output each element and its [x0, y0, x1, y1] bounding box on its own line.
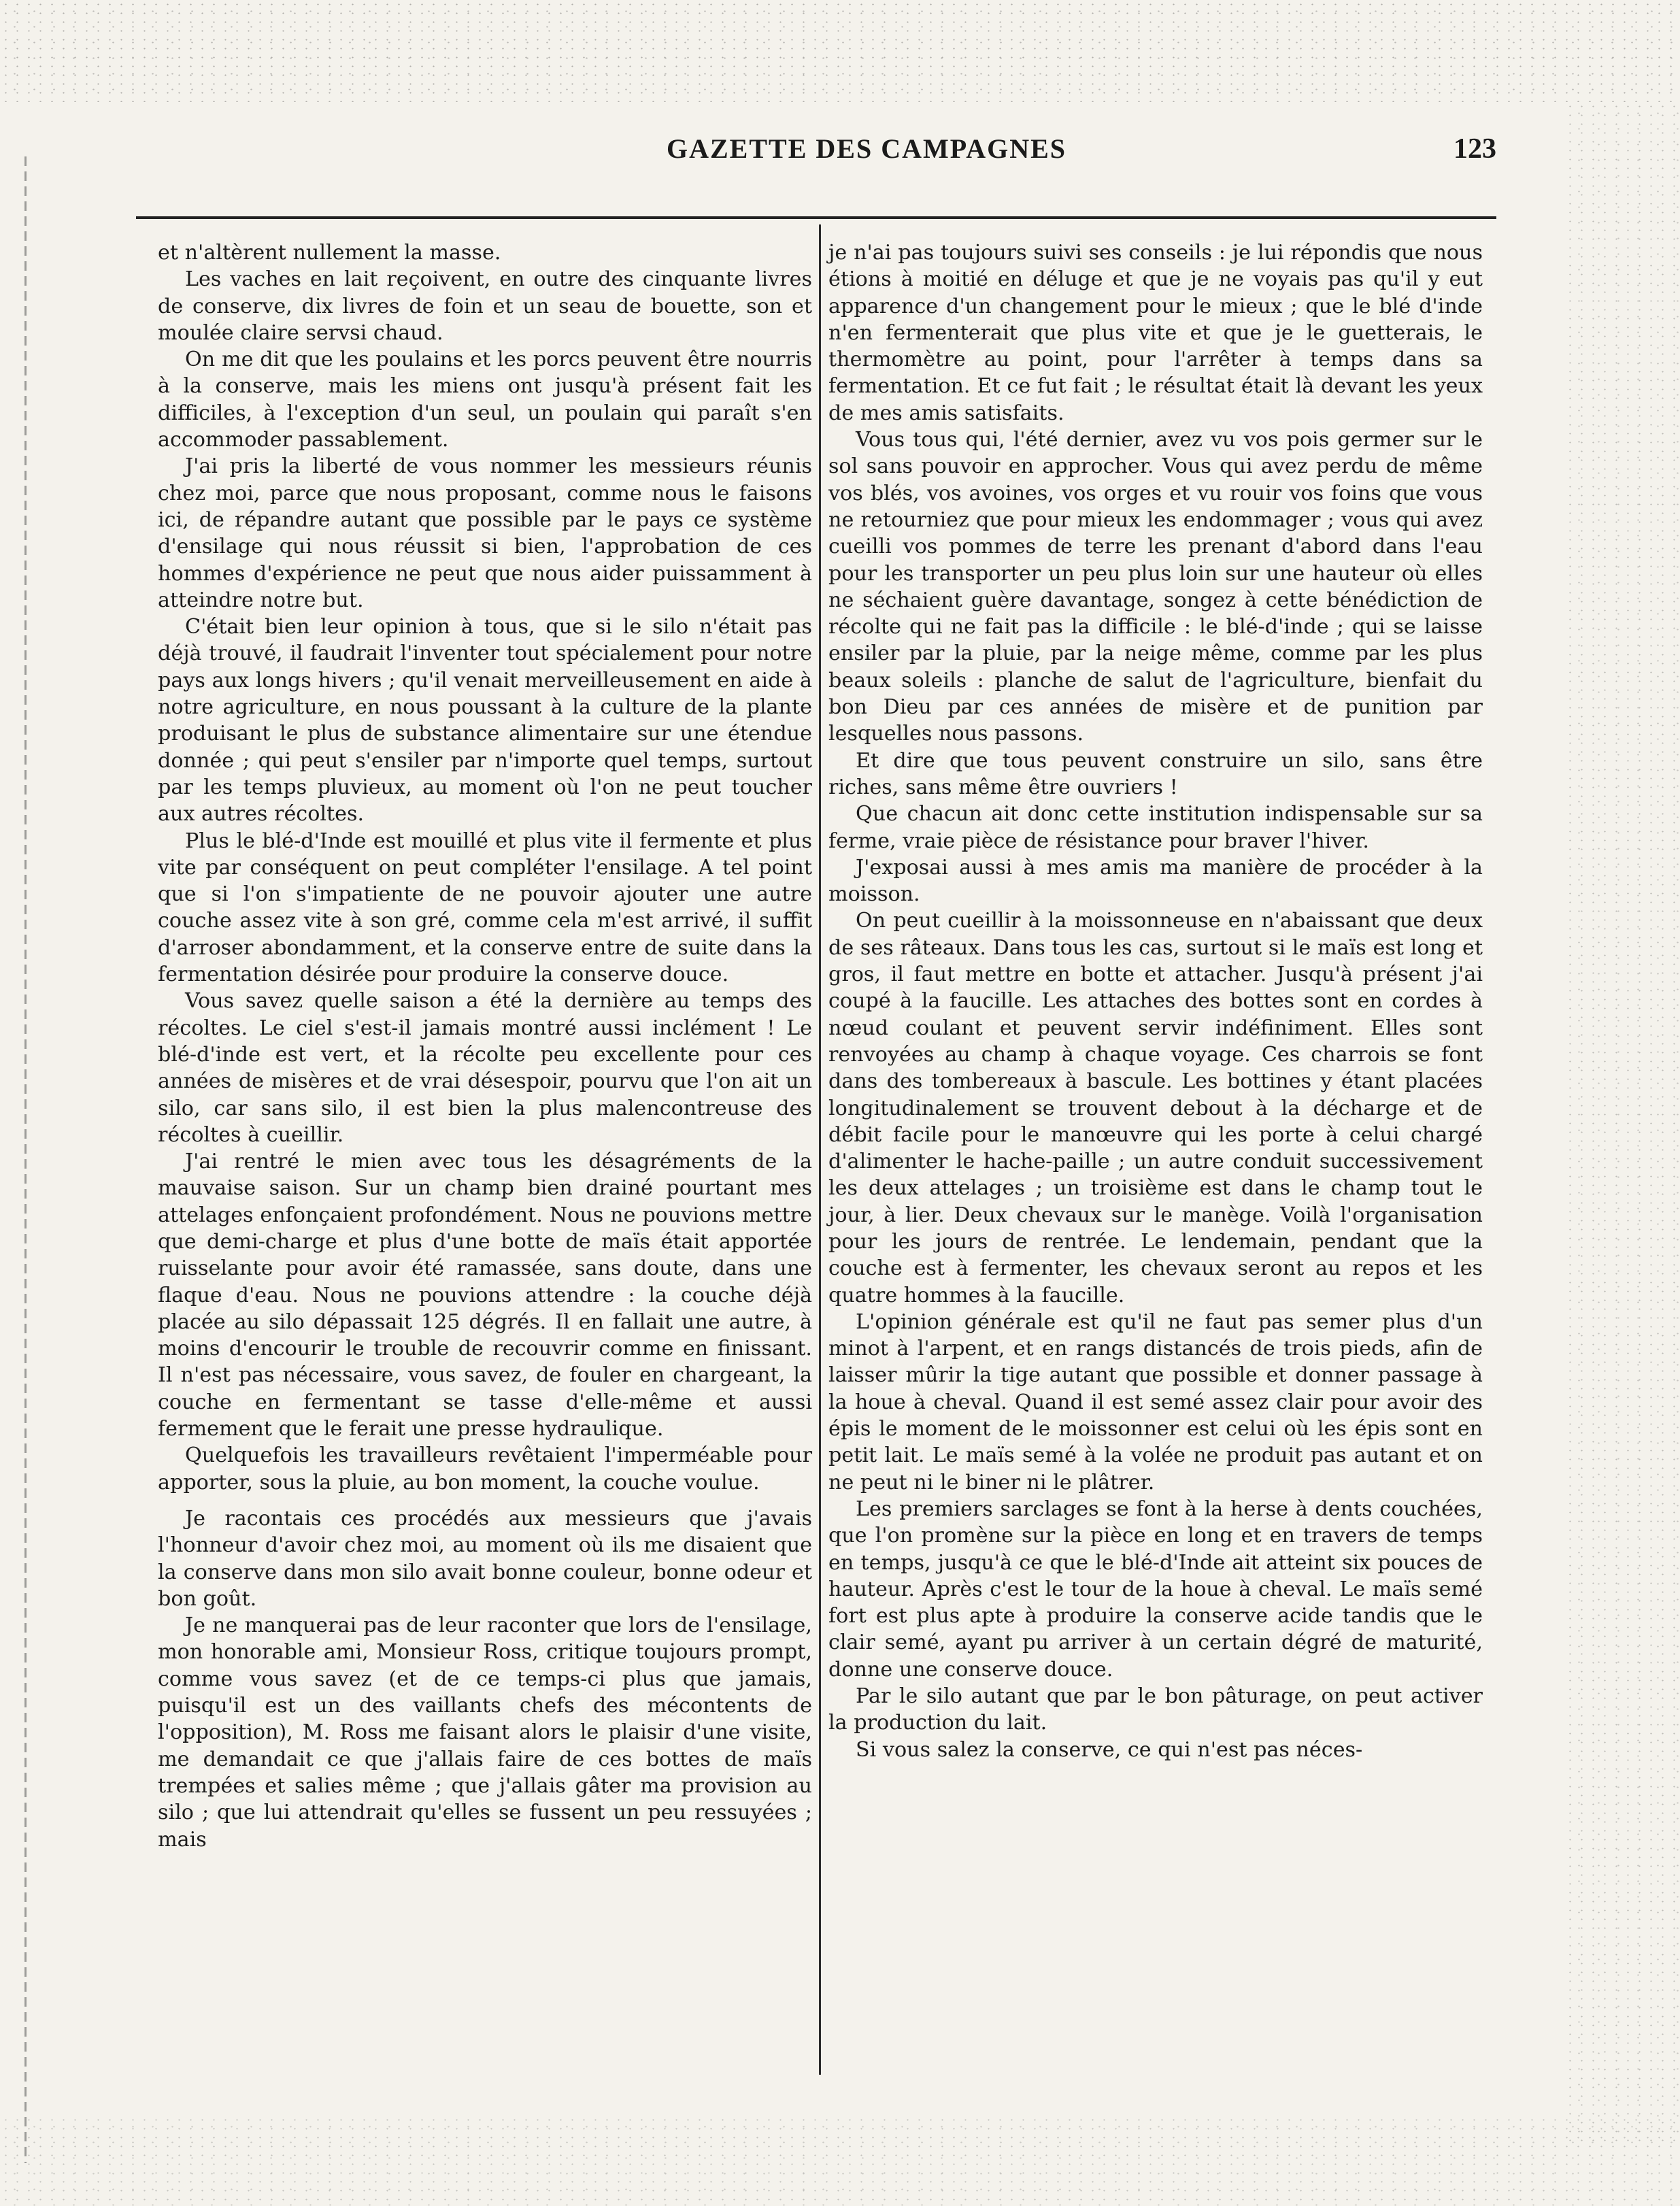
scan-noise-bottom: [0, 2116, 1680, 2206]
column-rule: [819, 224, 821, 2075]
paragraph: On me dit que les poulains et les porcs peuvent être nourris à la conserve, mais les miens ont jusqu'à présent fait les difficiles, à l'exception d'un seul, un poulain qui paraît s'en accommoder passablement.: [158, 348, 812, 452]
paragraph: J'ai pris la liberté de vous nommer les messieurs réunis chez moi, parce que nous proposant, comme nous le faisons ici, de répandre autant que possible par le pays ce système d'ensilage qui nous réussit si bien, l'approbation de ces hommes d'expérience ne peut que nous aider puissamment à atteindre notre but.: [158, 454, 812, 612]
paragraph: J'ai rentré le mien avec tous les désagréments de la mauvaise saison. Sur un champ bien drainé pourtant mes attelages enfonçaient profondément. Nous ne pouvions mettre que demi-charge et plus d'une botte de maïs était apportée ruisselante pour avoir été ramassée, sans doute, dans une flaque d'eau. Nous ne pouvions attendre : la couche déjà placée au silo dépassait 125 dégrés. Il en fallait une autre, à moins d'encourir le trouble de recouvrir comme en finissant. Il n'est pas nécessaire, vous savez, de fouler en chargeant, la couche en fermentant se tasse d'elle-même et aussi fermement que le ferait une presse hydraulique.: [158, 1150, 812, 1441]
page-number: 123: [1454, 133, 1496, 165]
right-column: [828, 239, 1483, 1763]
paragraph: Par le silo autant que par le bon pâturage, on peut activer la production du lait.: [828, 1684, 1483, 1735]
paragraph: Vous savez quelle saison a été la dernière au temps des récoltes. Le ciel s'est-il jamais montré aussi inclément ! Le blé-d'inde est vert, et la récolte peu excellente pour ces années de misères et de vrai désespoir, pourvu que l'on ait un silo, car sans silo, il est bien la plus malencontreuse des récoltes à cueillir.: [158, 989, 812, 1147]
scan-noise-right: [1564, 102, 1680, 2143]
paragraph: Que chacun ait donc cette institution indispensable sur sa ferme, vraie pièce de résistance pour braver l'hiver.: [828, 802, 1483, 853]
paragraph: Quelquefois les travailleurs revêtaient l'imperméable pour apporter, sous la pluie, au bon moment, la couche voulue.: [158, 1443, 812, 1494]
paragraph: C'était bien leur opinion à tous, que si le silo n'était pas déjà trouvé, il faudrait l'inventer tout spécialement pour notre pays aux longs hivers ; qu'il venait merveilleusement en aide à notre agriculture, en nous poussant à la culture de la plante produisant le plus de substance alimentaire sur une étendue donnée ; qui peut s'ensiler par n'importe quel temps, surtout par les temps pluvieux, au moment où l'on ne peut toucher aux autres récoltes.: [158, 615, 812, 826]
paragraph: Si vous salez la conserve, ce qui n'est pas néces-: [856, 1737, 1363, 1762]
paragraph: L'opinion générale est qu'il ne faut pas semer plus d'un minot à l'arpent, et en rangs distancés de trois pieds, afin de laisser mûrir la tige autant que possible et donner passage à la houe à cheval. Quand il est semé assez clair pour avoir des épis le moment de le moissonner est celui où les épis sont en petit lait. Le maïs semé à la volée ne produit pas autant et on ne peut ni le biner ni le plâtrer.: [828, 1309, 1483, 1494]
binding-edge: [24, 156, 27, 2163]
paragraph: Je racontais ces procédés aux messieurs que j'avais l'honneur d'avoir chez moi, au moment où ils me disaient que la conserve dans mon silo avait bonne couleur, bonne odeur et bon goût.: [158, 1506, 812, 1611]
left-column: [158, 239, 812, 1853]
paragraph: Les premiers sarclages se font à la herse à dents couchées, que l'on promène sur la pièce en long et en travers de temps en temps, jusqu'à ce que le blé-d'Inde ait atteint six pouces de hauteur. Après c'est le tour de la houe à cheval. Le maïs semé fort est plus apte à produire la conserve acide tandis que le clair semé, ayant pu arriver à un certain dégré de maturité, donne une conserve douce.: [828, 1497, 1483, 1682]
paragraph: Les vaches en lait reçoivent, en outre des cinquante livres de conserve, dix livres de foin et un seau de bouette, son et moulée claire servsi chaud.: [158, 267, 812, 345]
paragraph: Vous tous qui, l'été dernier, avez vu vos pois germer sur le sol sans pouvoir en approcher. Vous qui avez perdu de même vos blés, vos avoines, vos orges et vu rouir vos foins que vous ne retourniez que pour mieux les endommager ; vous qui avez cueilli vos pommes de terre les prenant d'abord dans l'eau pour les transporter un peu plus loin sur une hauteur où elles ne séchaient guère davantage, songez à cette bénédiction de récolte qui ne fait pas la difficile : le blé-d'inde ; qui se laisse ensiler par la pluie, par la neige même, comme par les plus beaux soleils : planche de salut de l'agriculture, bienfait du bon Dieu par ces années de misère et de punition par lesquelles nous passons.: [828, 428, 1483, 746]
paragraph: et n'altèrent nullement la masse.: [158, 241, 501, 265]
running-title: GAZETTE DES CAMPAGNES: [667, 133, 1067, 164]
page-header: [136, 133, 1496, 173]
paragraph: Et dire que tous peuvent construire un silo, sans être riches, sans même être ouvriers !: [828, 748, 1483, 799]
paragraph: J'exposai aussi à mes amis ma manière de procéder à la moisson.: [828, 855, 1483, 907]
header-rule: [136, 216, 1496, 219]
paragraph: je n'ai pas toujours suivi ses conseils : je lui répondis que nous étions à moitié en déluge et que je ne voyais pas qu'il y eut apparence d'un changement pour le mieux ; que le blé d'inde n'en fermenterait que plus vite et que je le guetterais, le thermomètre au point, pour l'arrêter à temps dans sa fermentation. Et ce fut fait ; le résultat était là devant les yeux de mes amis satisfaits.: [828, 241, 1483, 425]
paragraph: Je ne manquerai pas de leur raconter que lors de l'ensilage, mon honorable ami, Monsieur Ross, critique toujours prompt, comme vous savez (et de ce temps-ci plus que jamais, puisqu'il est un des vaillants chefs des mécontents de l'opposition), M. Ross me faisant alors le plaisir d'une visite, me demandait ce que j'allais faire de ces bottes de maïs trempées et salies même ; que j'allais gâter ma provision au silo ; que lui attendrait qu'elles se fussent un peu ressuyées ; mais: [158, 1614, 812, 1852]
paragraph: On peut cueillir à la moissonneuse en n'abaissant que deux de ses râteaux. Dans tous les cas, surtout si le maïs est long et gros, il faut mettre en botte et attacher. Jusqu'à présent j'ai coupé à la faucille. Les attaches des bottes sont en cordes à nœud coulant et peuvent servir indéfiniment. Elles sont renvoyées au champ à chaque voyage. Ces charrois se font dans des tombereaux à bascule. Les bottines y étant placées longitudinalement se trouvent debout à la décharge et de débit facile pour le manœuvre qui les porte à celui chargé d'alimenter le hache-paille ; un autre conduit successivement les deux attelages ; un troisième est dans le champ tout le jour, à lier. Deux chevaux sur le manège. Voilà l'organisation pour les jours de rentrée. Le lendemain, pendant que la couche est à fermenter, les chevaux seront au repos et les quatre hommes à la faucille.: [828, 909, 1483, 1307]
scan-noise-top: [0, 0, 1680, 102]
paragraph: Plus le blé-d'Inde est mouillé et plus vite il fermente et plus vite par conséquent on peut compléter l'ensilage. A tel point que si l'on s'impatiente de ne pouvoir ajouter une autre couche assez vite à son gré, comme cela m'est arrivé, il suffit d'arroser abondamment, et la conserve entre de suite dans la fermentation désirée pour produire la conserve douce.: [158, 829, 812, 987]
